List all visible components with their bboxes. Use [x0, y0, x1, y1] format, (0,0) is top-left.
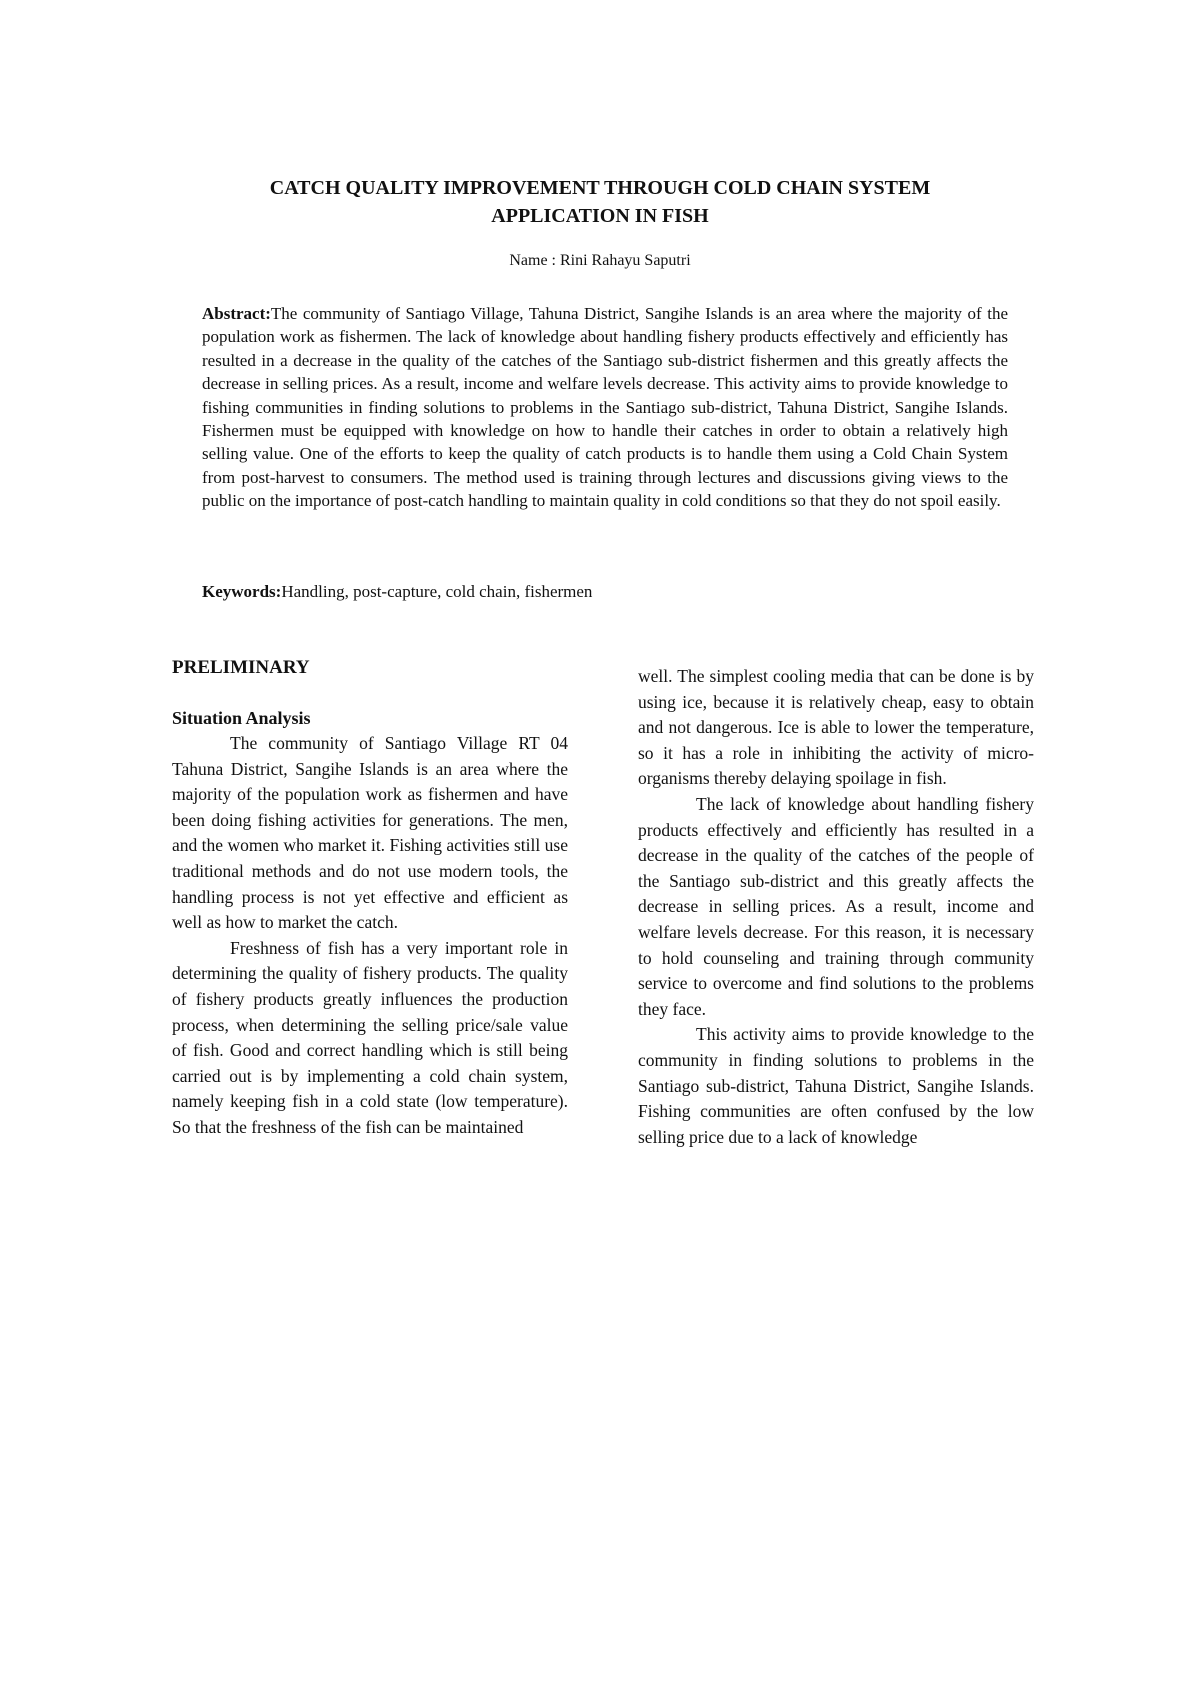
- body-paragraph: The lack of knowledge about handling fishery products effectively and efficiently has resulted in a decrease in the quality of the catches of the people of the Santiago sub-district and this greatly affects the decrease in selling prices. As a result, income and welfare levels decrease. For this reason, it is necessary to hold counseling and training through community service to overcome and find solutions to the problems they face.: [638, 793, 1034, 1019]
- paper-title: [150, 174, 1050, 230]
- body-paragraph: well. The simplest cooling media that can be done is by using ice, because it is relatively cheap, easy to obtain and not dangerous. Ice is able to lower the temperature, so it has a role in inhibiting the activity of micro-organisms thereby delaying spoilage in fish.: [638, 666, 1034, 789]
- keywords-block: [202, 580, 1008, 603]
- abstract-block: [202, 302, 1008, 513]
- author-name: Name : Rini Rahayu Saputri: [509, 252, 691, 269]
- abstract-text: The community of Santiago Village, Tahuna District, Sangihe Islands is an area where the majority of the population work as fishermen. The lack of knowledge about handling fishery products effectively and efficiently has resulted in a decrease in the quality of the catches of the Santiago sub-district fishermen and this greatly affects the decrease in selling prices. As a result, income and welfare levels decrease. This activity aims to provide knowledge to fishing communities in finding solutions to problems in the Santiago sub-district, Tahuna District, Sangihe Islands. Fishermen must be equipped with knowledge on how to handle their catches in order to obtain a relatively high selling value. One of the efforts to keep the quality of catch products is to handle them using a Cold Chain System from post-harvest to consumers. The method used is training through lectures and discussions giving views to the public on the importance of post-catch handling to maintain quality in cold conditions so that they do not spoil easily.: [202, 304, 1008, 511]
- keywords-text: Handling, post-capture, cold chain, fishermen: [281, 582, 593, 601]
- keywords-label: Keywords:: [202, 582, 282, 601]
- abstract-label: Abstract:: [202, 304, 271, 323]
- body-paragraph: This activity aims to provide knowledge to the community in finding solutions to problems in the Santiago sub-district, Tahuna District, Sangihe Islands. Fishing communities are often confused by the low selling price due to a lack of knowledge: [638, 1024, 1034, 1147]
- body-paragraph: Freshness of fish has a very important role in determining the quality of fishery products. The quality of fishery products greatly influences the production process, when determining the selling price/sale value of fish. Good and correct handling which is still being carried out is by implementing a cold chain system, namely keeping fish in a cold state (low temperature). So that the freshness of the fish can be maintained: [172, 937, 568, 1137]
- subsection-heading-situation-analysis: Situation Analysis: [172, 708, 311, 728]
- paper-title-line-1: CATCH QUALITY IMPROVEMENT THROUGH COLD CHAIN SYSTEM: [269, 177, 931, 199]
- right-column: [638, 664, 1034, 1150]
- body-paragraph: The community of Santiago Village RT 04 Tahuna District, Sangihe Islands is an area where the majority of the population work as fishermen and have been doing fishing activities for generations. The men, and the women who market it. Fishing activities still use traditional methods and do not use modern tools, the handling process is not yet effective and efficient as well as how to market the catch.: [172, 733, 568, 933]
- paper-title-line-2: APPLICATION IN FISH: [491, 205, 709, 227]
- left-column: [172, 655, 568, 1141]
- section-heading-preliminary: PRELIMINARY: [172, 657, 310, 678]
